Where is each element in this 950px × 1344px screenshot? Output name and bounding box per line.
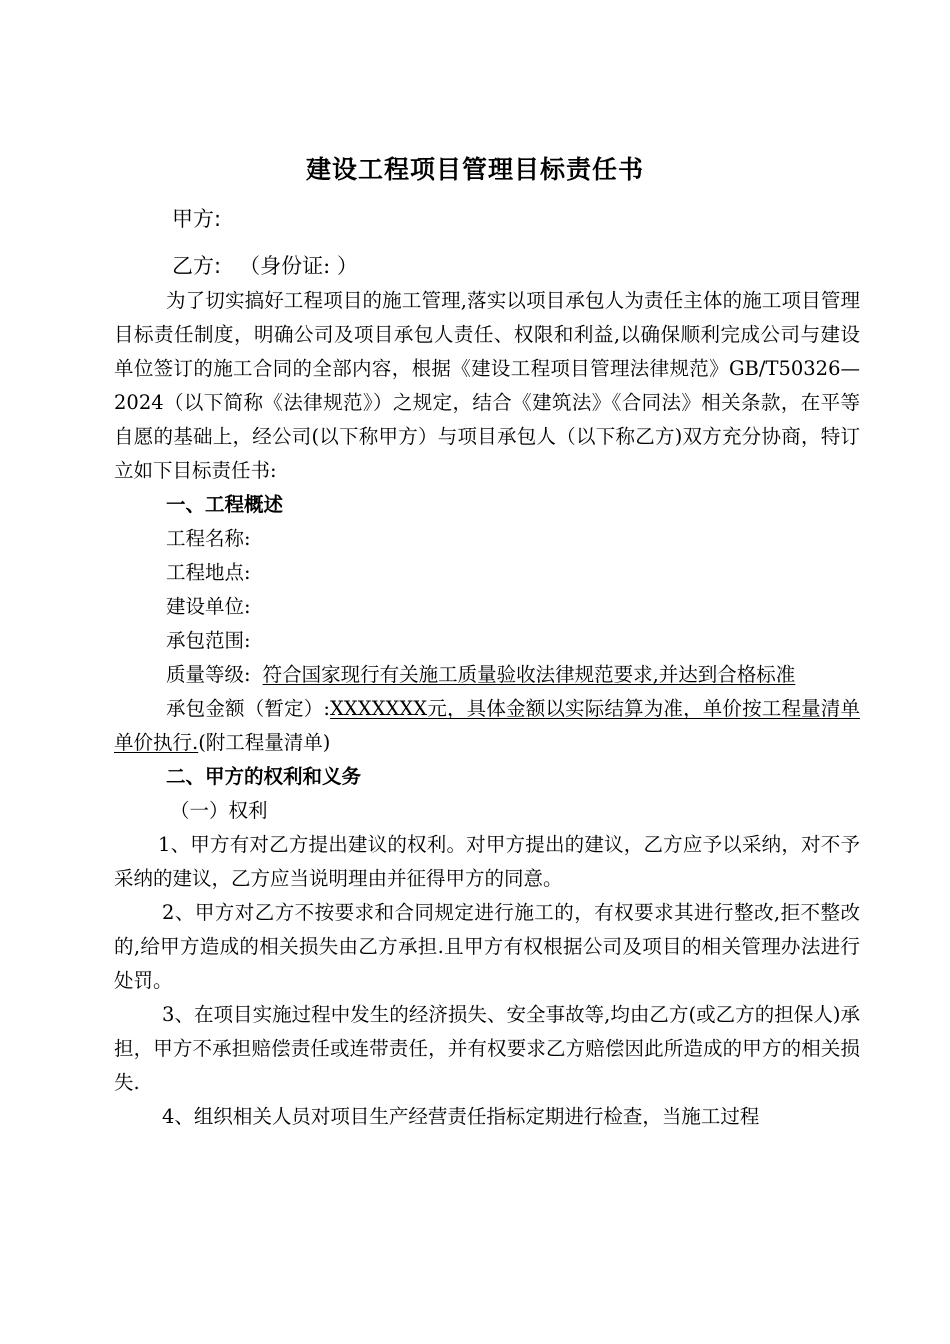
amount-value: XXXXXXX元，具体金额以实际结算为准，单价按工程量清单单价执行. xyxy=(114,697,860,754)
project-name-field: 工程名称: xyxy=(166,527,251,550)
item-4: 4、组织相关人员对项目生产经营责任指标定期进行检查，当施工过程 xyxy=(162,1105,760,1128)
party-b-id-note: （身份证: ） xyxy=(239,254,358,278)
project-location-field: 工程地点: xyxy=(166,561,251,584)
quality-field xyxy=(114,658,860,692)
quality-label: 质量等级: xyxy=(166,663,251,686)
rights-heading: （一）权利 xyxy=(170,799,268,822)
item-3: 3、在项目实施过程中发生的经济损失、安全事故等,均由乙方(或乙方的担保人)承担，甲方不承担赔偿责任或连带责任，并有权要求乙方赔偿因此所造成的甲方的相关损失. xyxy=(114,1003,860,1094)
amount-field xyxy=(114,692,860,760)
party-b-label: 乙方: xyxy=(172,254,222,278)
item-1: 1、甲方有对乙方提出建议的权利。对甲方提出的建议，乙方应予以采纳，对不予采纳的建议，乙方应当说明理由并征得甲方的同意。 xyxy=(114,833,860,890)
scope-field: 承包范围: xyxy=(166,629,251,652)
quality-value: 符合国家现行有关施工质量验收法律规范要求,并达到合格标准 xyxy=(262,663,796,686)
party-a-label: 甲方: xyxy=(172,207,222,231)
builder-field: 建设单位: xyxy=(166,595,251,618)
party-b-line xyxy=(172,250,358,280)
intro-paragraph: 为了切实搞好工程项目的施工管理,落实以项目承包人为责任主体的施工项目管理目标责任制度，明确公司及项目承包人责任、权限和利益,以确保顺利完成公司与建设单位签订的施工合同的全部内容，根据《建设工程项目管理法律规范》GB/T50326—2024（以下简称《法律规范》）之规定，结合《建筑法》《合同法》相关条款，在平等自愿的基础上，经公司(以下称甲方）与项目承包人（以下称乙方)双方充分协商，特订立如下目标责任书: xyxy=(114,289,860,482)
amount-label: 承包金额（暂定）: xyxy=(166,697,330,720)
section-1-heading: 一、工程概述 xyxy=(166,493,284,516)
section-2-heading: 二、甲方的权利和义务 xyxy=(166,765,362,788)
party-a-line xyxy=(172,203,221,233)
item-2: 2、甲方对乙方不按要求和合同规定进行施工的，有权要求其进行整改,拒不整改的,给甲方造成的相关损失由乙方承担.且甲方有权根据公司及项目的相关管理办法进行处罚。 xyxy=(114,901,860,992)
amount-note: (附工程量清单) xyxy=(198,731,331,754)
document-body xyxy=(114,284,860,1134)
document-title: 建设工程项目管理目标责任书 xyxy=(305,155,644,184)
